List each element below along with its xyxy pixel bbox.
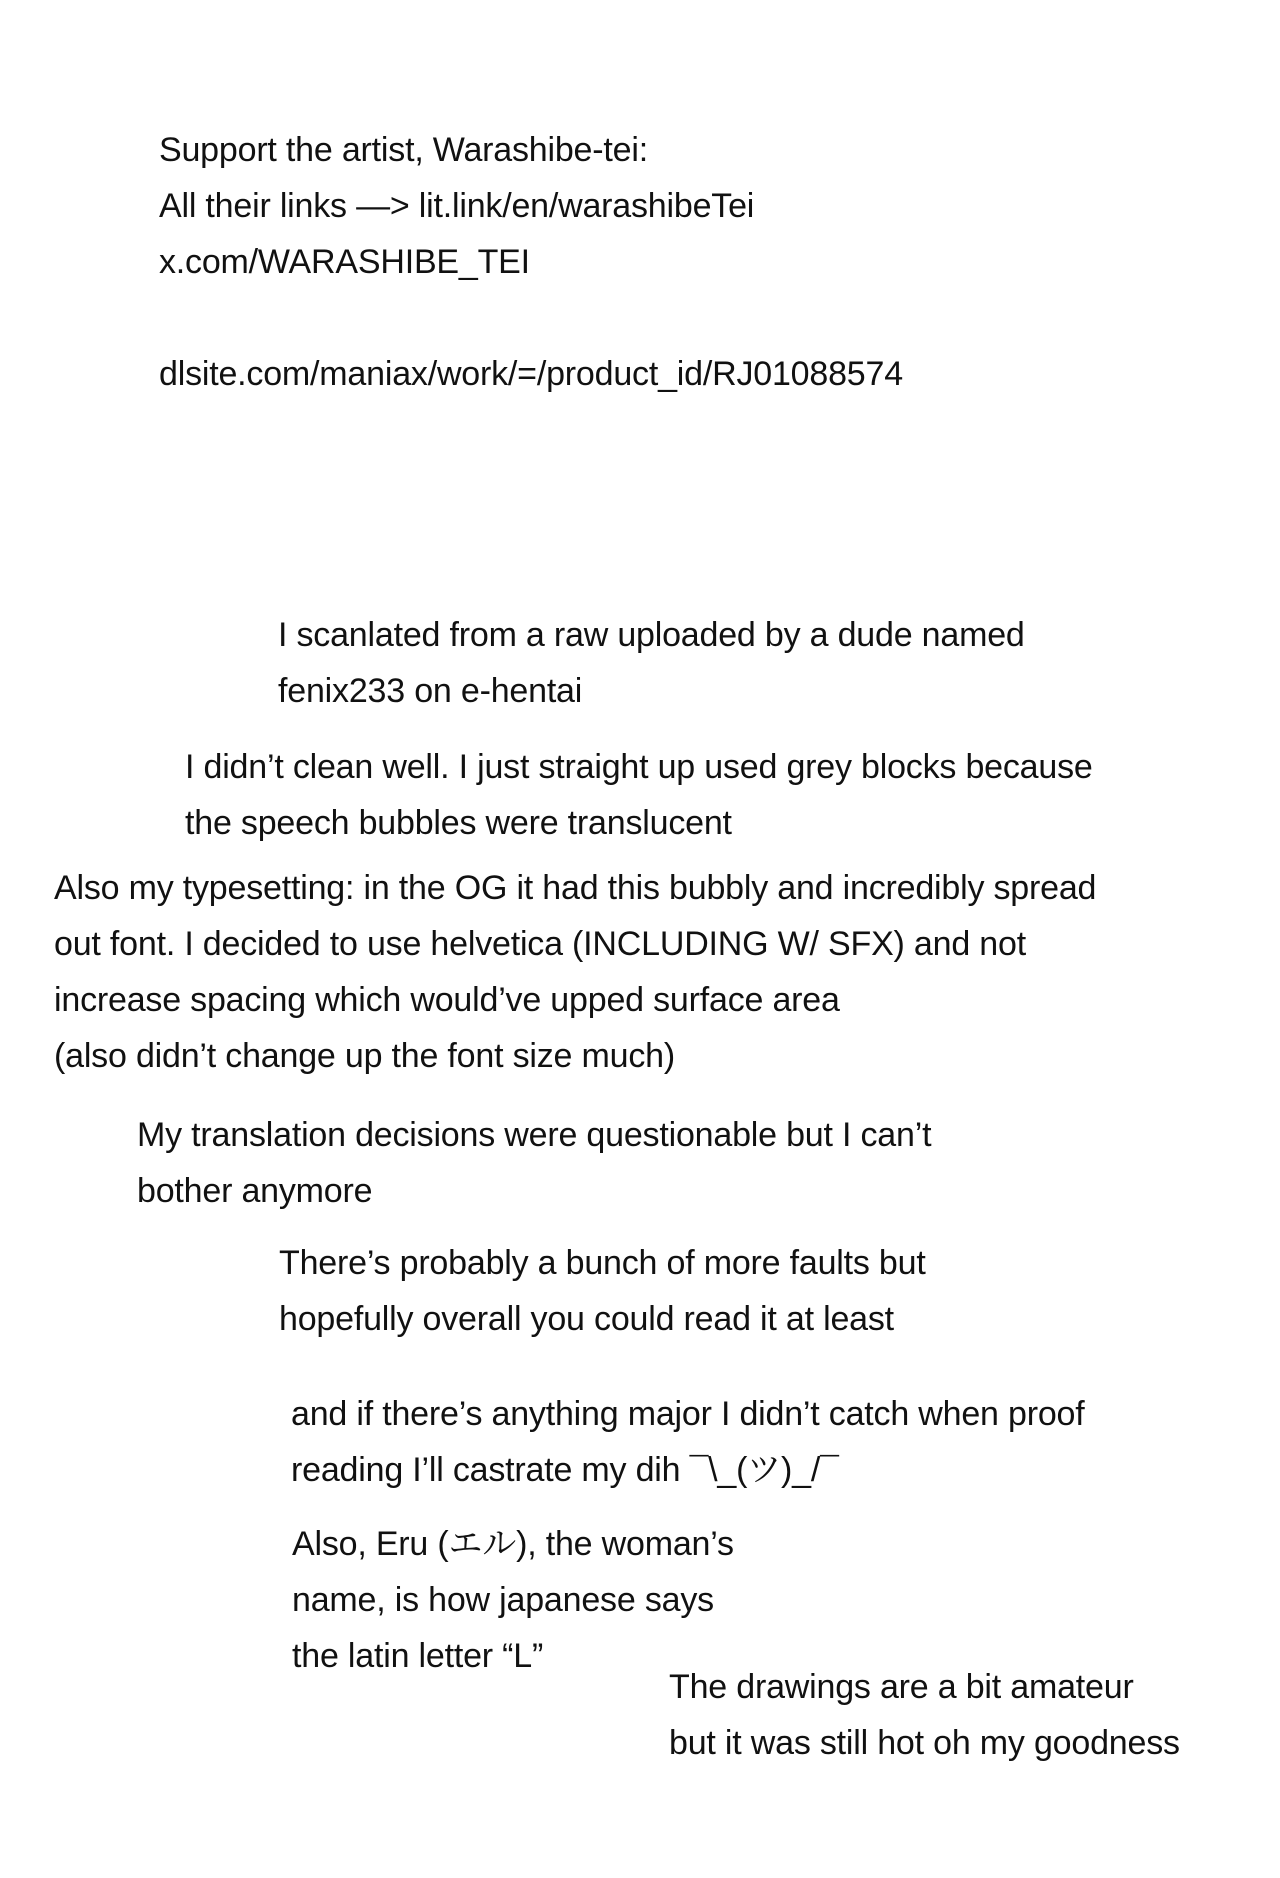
note-line: the latin letter “L” [292,1637,544,1675]
note-line: There’s probably a bunch of more faults but [279,1244,926,1282]
note-line: and if there’s anything major I didn’t catch when proof [291,1395,1085,1433]
note-line: reading I’ll castrate my dih ¯\_(ツ)_/¯ [291,1451,839,1489]
note-line: (also didn’t change up the font size much) [54,1037,675,1075]
note-line: name, is how japanese says [292,1581,714,1619]
note-line: Also my typesetting: in the OG it had this bubbly and incredibly spread [54,869,1097,907]
note-line: I didn’t clean well. I just straight up used grey blocks because [185,748,1093,786]
note-line: x.com/WARASHIBE_TEI [159,243,530,281]
note-line: the speech bubbles were translucent [185,804,732,842]
drawings-note [669,1659,1180,1771]
note-line: but it was still hot oh my goodness [669,1724,1180,1762]
translation-note [137,1107,931,1219]
note-line: All their links —> lit.link/en/warashibeTei [159,187,755,225]
note-line: increase spacing which would’ve upped surface area [54,981,840,1019]
note-line: dlsite.com/maniax/work/=/product_id/RJ01088574 [159,355,903,393]
support-artist-note [159,122,754,290]
note-line: out font. I decided to use helvetica (INCLUDING W/ SFX) and not [54,925,1026,963]
note-line: bother anymore [137,1172,373,1210]
dlsite-link-note [159,346,903,402]
note-line: I scanlated from a raw uploaded by a dude named [278,616,1025,654]
note-line: Support the artist, Warashibe-tei: [159,131,648,169]
raw-source-note [278,607,1025,719]
faults-note [279,1235,926,1347]
note-line: fenix233 on e-hentai [278,672,583,710]
note-line: hopefully overall you could read it at least [279,1300,894,1338]
typesetting-note [54,860,1096,1084]
cleaning-note [185,739,1093,851]
note-line: My translation decisions were questionable but I can’t [137,1116,932,1154]
eru-name-note [292,1516,734,1684]
note-line: Also, Eru (エル), the woman’s [292,1525,734,1563]
proofreading-note [291,1386,1085,1498]
note-line: The drawings are a bit amateur [669,1668,1134,1706]
